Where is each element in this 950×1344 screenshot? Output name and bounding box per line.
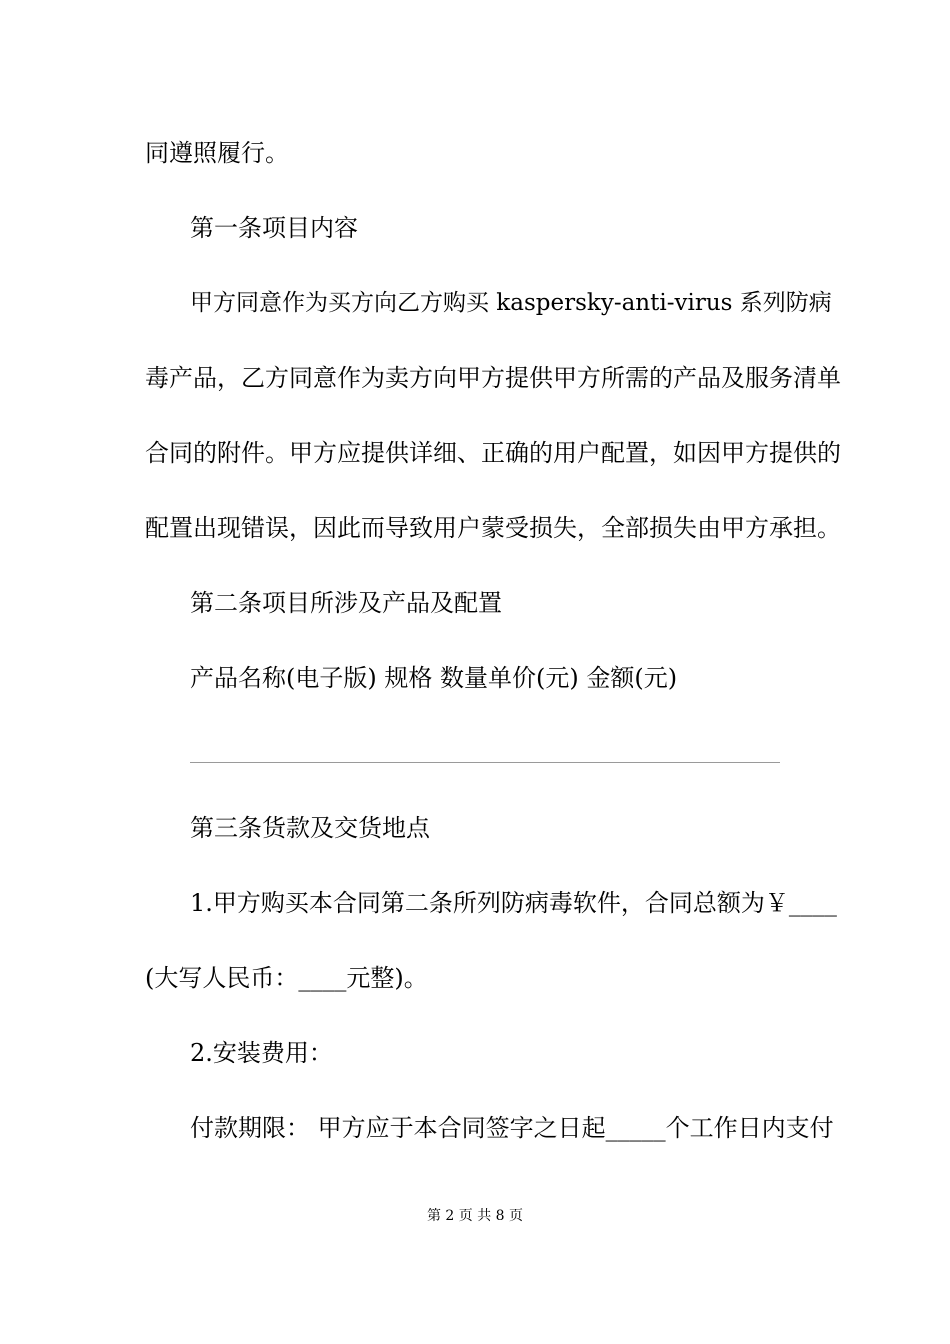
article-1-heading: 第一条项目内容 xyxy=(190,214,358,242)
article-3-item-1-line-1: 1.甲方购买本合同第二条所列防病毒软件，合同总额为￥____ xyxy=(190,889,837,917)
product-table-divider xyxy=(190,762,780,763)
page-number-footer: 第 2 页 共 8 页 xyxy=(426,1208,524,1224)
article-1-body-line-3: 合同的附件。甲方应提供详细、正确的用户配置，如因甲方提供的 xyxy=(145,439,841,467)
article-2-heading: 第二条项目所涉及产品及配置 xyxy=(190,589,502,617)
article-3-item-2: 2.安装费用： xyxy=(190,1039,333,1067)
article-1-body-line-1: 甲方同意作为买方向乙方购买 kaspersky-anti-virus 系列防病 xyxy=(190,290,832,316)
article-3-heading: 第三条货款及交货地点 xyxy=(190,814,430,842)
paragraph-continuation-line: 同遵照履行。 xyxy=(145,139,289,167)
product-table-header: 产品名称(电子版) 规格 数量单价(元) 金额(元) xyxy=(190,664,678,692)
payment-term-line: 付款期限： 甲方应于本合同签字之日起_____个工作日内支付 xyxy=(190,1114,834,1142)
article-1-body-line-2: 毒产品，乙方同意作为卖方向甲方提供甲方所需的产品及服务清单 xyxy=(145,364,841,392)
article-1-body-line-4: 配置出现错误，因此而导致用户蒙受损失，全部损失由甲方承担。 xyxy=(145,514,841,542)
article-3-item-1-line-2: (大写人民币：____元整)。 xyxy=(145,964,428,992)
